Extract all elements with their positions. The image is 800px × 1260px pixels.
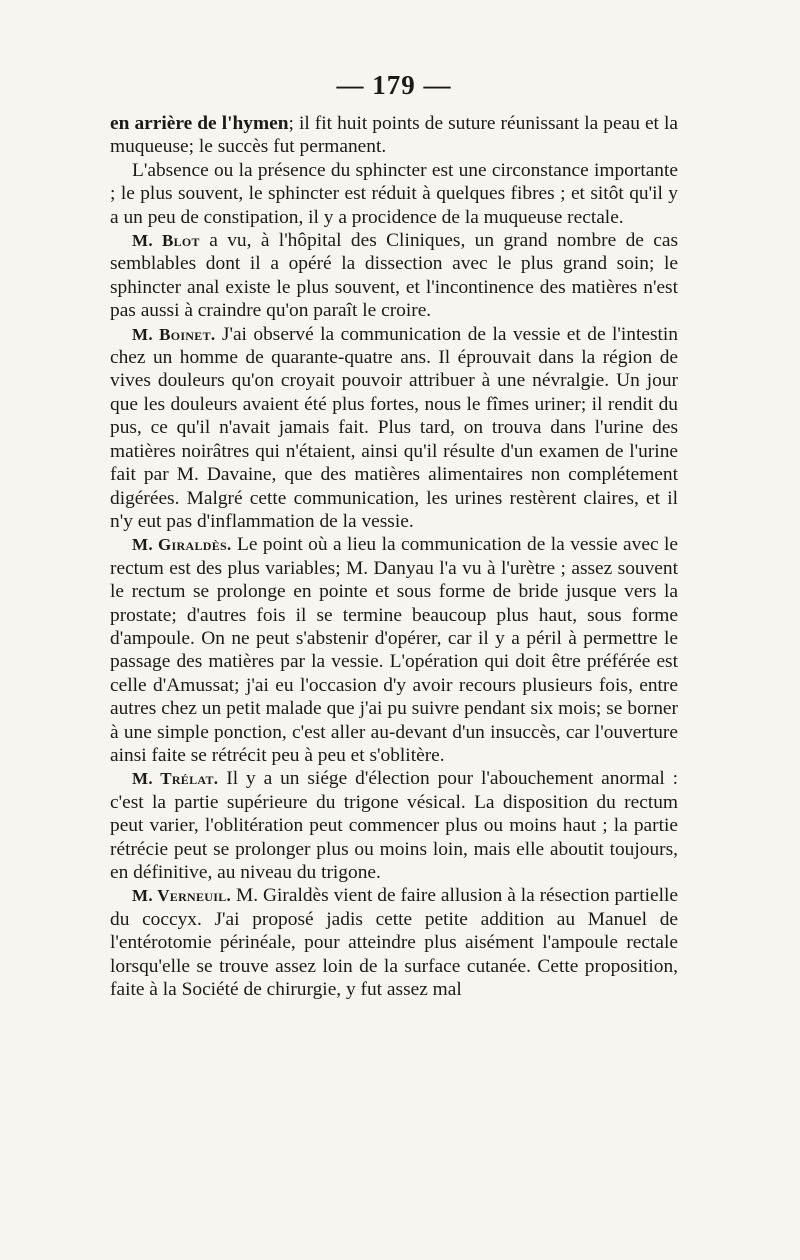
paragraph-text: J'ai observé la communication de la vessie et de l'intestin chez un homme de quarante-quatre ans. Il éprouvait dans la région de vives douleurs qu'on croyait pouvoir attribuer à une névralgie. Un jour que les douleurs avaient été plus fortes, nous le fîmes uriner; il rendit du pus, ce qu'il n'avait jamais fait. Plus tard, on trouva dans l'urine des matières noirâtres qui n'étaient, ainsi qu'il résulte d'un examen de l'urine fait par M. Davaine, que des matières alimentaires non complétement digérées. Malgré cette communication, les urines restèrent claires, et il n'y eut pas d'inflammation de la vessie. xyxy=(110,323,678,532)
paragraph-trelat xyxy=(110,767,678,884)
page-body xyxy=(110,112,678,1001)
paragraph-blot xyxy=(110,229,678,323)
paragraph-verneuil xyxy=(110,884,678,1001)
speaker-name: M. Verneuil. xyxy=(132,886,232,906)
paragraph-text: L'absence ou la présence du sphincter est une circonstance importante ; le plus souvent, le sphincter est réduit à quelques fibres ; et sitôt qu'il y a un peu de constipation, il y a procidence de la muqueuse rectale. xyxy=(110,159,678,228)
paragraph-text: Il y a un siége d'élection pour l'abouchement anormal : c'est la partie supérieure du trigone vésical. La disposition du rectum peut varier, l'oblitération peut commencer plus ou moins haut ; la partie rétrécie peut se prolonger plus ou moins loin, mais elle aboutit toujours, en définitive, au niveau du trigone. xyxy=(110,768,679,883)
paragraph-text: Le point où a lieu la communication de la vessie avec le rectum est des plus variables; M. Danyau l'a vu à l'urètre ; assez souvent le rectum se prolonge en pointe et sous forme de bride jusque vers la prostate; d'autres fois il se termine beaucoup plus haut, sous forme d'ampoule. On ne peut s'abstenir d'opérer, car il y a péril à permettre le passage des matières par la vessie. L'opération qui doit être préférée est celle d'Amussat; j'ai eu l'occasion d'y avoir recours plusieurs fois, entre autres chez un petit malade que j'ai pu suivre pendant six mois; se borner à une simple ponction, c'est aller au-devant d'un insuccès, car l'ouverture ainsi faite se rétrécit peu à peu et s'oblitère. xyxy=(110,534,678,766)
paragraph-text: ; il fit huit points de suture réunissant la peau et la muqueuse; le succès fut permanent. xyxy=(110,113,678,158)
speaker-name: M. Boinet. xyxy=(132,324,216,344)
paragraph-2 xyxy=(110,159,678,229)
speaker-name: M. Giraldès. xyxy=(132,535,232,555)
paragraph-giraldes xyxy=(110,533,678,767)
paragraph-lead-bold: en arrière de l'hymen xyxy=(110,113,289,134)
paragraph-text: M. Giraldès vient de faire allusion à la résection partielle du coccyx. J'ai proposé jadis cette petite addition au Manuel de l'entérotomie périnéale, pour atteindre plus aisément l'ampoule rectale lorsqu'elle se trouve assez loin de la surface cutanée. Cette proposition, faite à la Société de chirurgie, y fut assez mal xyxy=(110,885,679,1001)
paragraph-1 xyxy=(110,112,678,159)
paragraph-text: a vu, à l'hôpital des Cliniques, un grand nombre de cas semblables dont il a opéré la dissection avec le plus grand soin; le sphincter anal existe le plus souvent, et l'incontinence des matières n'est pas aussi à craindre qu'on paraît le croire. xyxy=(110,230,679,322)
paragraph-boinet xyxy=(110,323,678,534)
page-number: — 179 — xyxy=(336,70,452,100)
speaker-name: M. Blot xyxy=(132,231,200,251)
speaker-name: M. Trélat. xyxy=(132,769,219,789)
